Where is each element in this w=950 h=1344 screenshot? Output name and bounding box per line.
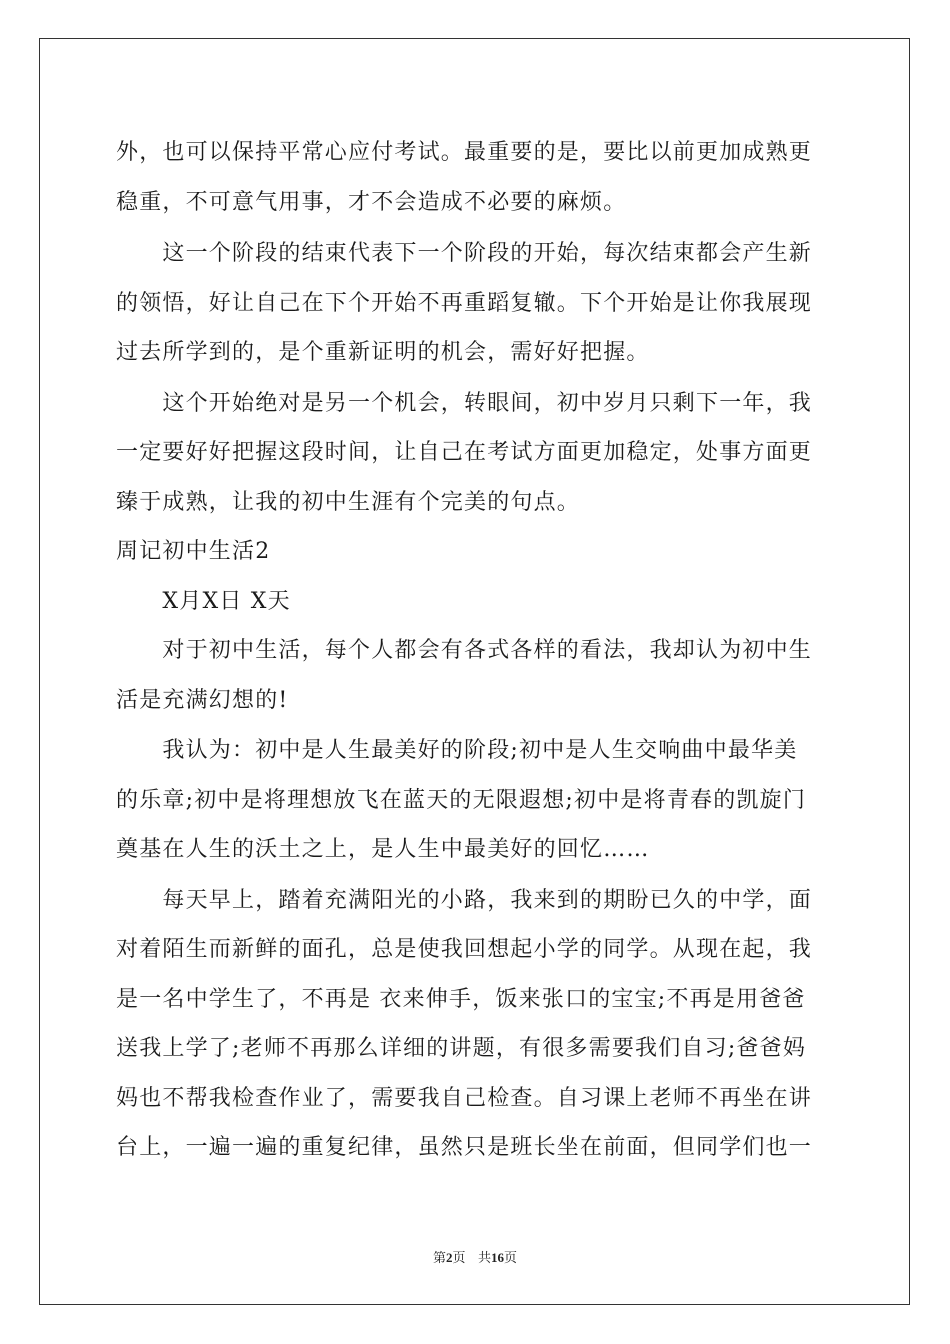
text-line: 外，也可以保持平常心应付考试。最重要的是，要比以前更加成熟更 — [116, 140, 813, 165]
text-line: 台上，一遍一遍的重复纪律，虽然只是班长坐在前面，但同学们也一 — [116, 1135, 813, 1160]
section-heading: 周记初中生活2 — [116, 539, 271, 564]
text-line: 奠基在人生的沃土之上，是人生中最美好的回忆…… — [116, 837, 650, 862]
text-line: 稳重，不可意气用事，才不会造成不必要的麻烦。 — [116, 189, 627, 215]
date-line: X月X日 X天 — [116, 588, 291, 614]
text-line: 我认为：初中是人生最美好的阶段;初中是人生交响曲中最华美 — [116, 738, 798, 763]
text-line: 妈也不帮我检查作业了，需要我自己检查。自习课上老师不再坐在讲 — [116, 1085, 813, 1111]
text-line: 对着陌生而新鲜的面孔，总是使我回想起小学的同学。从现在起，我 — [116, 937, 813, 962]
text-line: 这个开始绝对是另一个机会，转眼间，初中岁月只剩下一年，我 — [116, 390, 813, 416]
text-line: 的乐章;初中是将理想放飞在蓝天的无限遐想;初中是将青春的凯旋门 — [116, 787, 807, 813]
total-suffix: 页 — [503, 1251, 517, 1266]
text-line: 每天早上，踏着充满阳光的小路，我来到的期盼已久的中学，面 — [116, 887, 813, 913]
text-line: 一定要好好把握这段时间，让自己在考试方面更加稳定，处事方面更 — [116, 440, 813, 465]
document-body — [116, 128, 836, 1173]
page-prefix: 第 — [433, 1251, 447, 1266]
text-line: 臻于成熟，让我的初中生涯有个完美的句点。 — [116, 489, 581, 515]
text-line: 对于初中生活，每个人都会有各式各样的看法，我却认为初中生 — [116, 638, 813, 663]
page-number: 2 — [446, 1250, 453, 1265]
text-line: 活是充满幻想的! — [116, 687, 289, 713]
text-line: 是一名中学生了，不再是 衣来伸手，饭来张口的宝宝;不再是用爸爸 — [116, 986, 806, 1012]
text-line: 送我上学了;老师不再那么详细的讲题，有很多需要我们自习;爸爸妈 — [116, 1036, 807, 1061]
text-line: 这一个阶段的结束代表下一个阶段的开始，每次结束都会产生新 — [116, 241, 813, 266]
page-footer — [0, 1247, 950, 1266]
total-pages: 16 — [490, 1250, 504, 1265]
total-prefix: 共 — [477, 1251, 491, 1266]
page-suffix: 页 — [452, 1251, 466, 1266]
text-line: 的领悟，好让自己在下个开始不再重蹈复辙。下个开始是让你我展现 — [116, 290, 813, 316]
text-line: 过去所学到的，是个重新证明的机会，需好好把握。 — [116, 340, 650, 365]
